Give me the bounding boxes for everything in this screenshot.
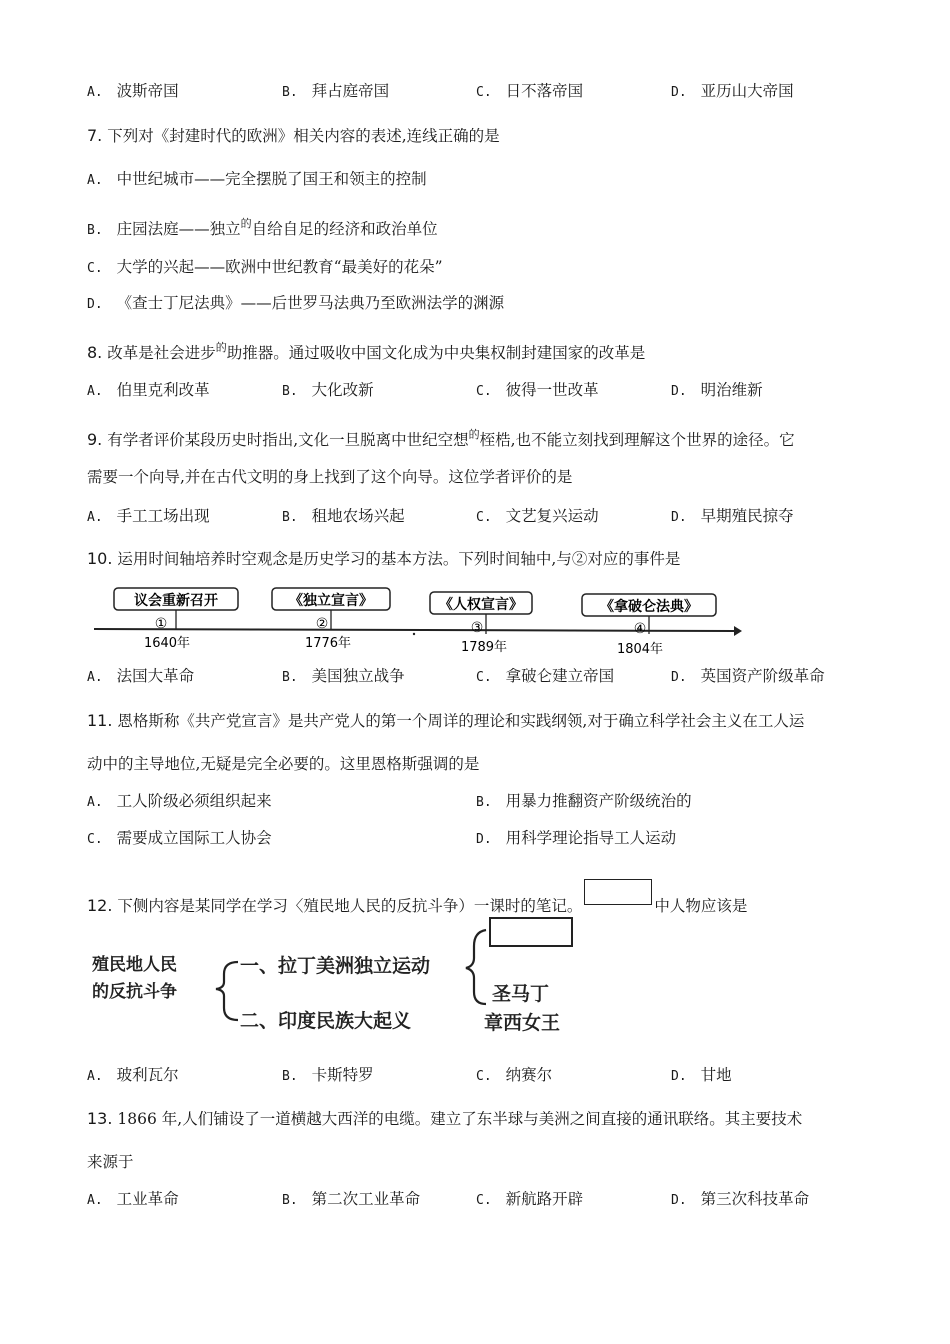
timeline-event-3 (430, 592, 532, 655)
q9-option-b: B. 租地农场兴起 (282, 507, 405, 525)
q12-blank-box (584, 879, 652, 905)
q11-option-b: B. 用暴力推翻资产阶级统治的 (476, 792, 692, 810)
q9-stem-line2: 需要一个向导,并在古代文明的身上找到了这个向导。这位学者评价的是 (87, 468, 573, 486)
timeline-event-2-marker: ② (315, 616, 329, 632)
q7-option-c: C. 大学的兴起——欧洲中世纪教育“最美好的花朵” (87, 258, 443, 276)
timeline-event-1-marker: ① (154, 616, 168, 632)
q9-option-d: D. 早期殖民掠夺 (671, 507, 794, 525)
timeline-event-4-marker: ④ (633, 621, 647, 637)
q13-option-c: C. 新航路开辟 (476, 1190, 584, 1208)
q6-option-a: A. 波斯帝国 (87, 82, 179, 100)
q13-stem-line2: 来源于 (87, 1153, 134, 1171)
timeline-event-2 (272, 588, 390, 651)
q9-stem-line1: 9. 有学者评价某段历史时指出,文化一旦脱离中世纪空想$^的$桎梏,也不能立刻找到理解这个世界的途径。它 (87, 428, 795, 449)
q8-option-a: A. 伯里克利改革 (87, 381, 210, 399)
notes-item-1: 一、拉丁美洲独立运动 (240, 955, 431, 977)
q11-stem-line1: 11. 恩格斯称《共产党宣言》是共产党人的第一个周详的理论和实践纲领,对于确立科学社会主义在工人运 (87, 711, 805, 730)
q8-option-c: C. 彼得一世改革 (476, 381, 599, 399)
notes-item-1-sub: 圣马丁 (492, 983, 550, 1005)
timeline-event-2-year: 1776年 (304, 636, 352, 651)
q6-option-b: B. 拜占庭帝国 (282, 82, 390, 100)
q12-option-d: D. 甘地 (671, 1066, 732, 1084)
q13-option-a: A. 工业革命 (87, 1190, 179, 1208)
q12-option-a: A. 玻利瓦尔 (87, 1066, 179, 1084)
q8-option-b: B. 大化改新 (282, 381, 374, 399)
q10-option-c: C. 拿破仑建立帝国 (476, 667, 615, 685)
timeline-event-3-box: 《人权宣言》 (439, 597, 523, 613)
notes-brace-left (216, 962, 238, 1020)
q12-option-b: B. 卡斯特罗 (282, 1066, 374, 1084)
timeline-event-4-year: 1804年 (616, 642, 664, 657)
q13-stem-line1: 13. 1866 年,人们铺设了一道横越大西洋的电缆。建立了东半球与美洲之间直接的通讯联络。其主要技术 (87, 1109, 803, 1128)
q6-option-c: C. 日不落帝国 (476, 82, 584, 100)
q9-option-a: A. 手工工场出现 (87, 507, 210, 525)
timeline-event-1-year: 1640年 (143, 636, 191, 651)
q12-option-c: C. 纳赛尔 (476, 1066, 553, 1084)
q10-option-b: B. 美国独立战争 (282, 667, 405, 685)
q6-option-d: D. 亚历山大帝国 (671, 82, 794, 100)
q7-stem: 7. 下列对《封建时代的欧洲》相关内容的表述,连线正确的是 (87, 126, 500, 145)
notes-left-line1: 殖民地人民 (92, 955, 177, 975)
q11-stem-line2: 动中的主导地位,无疑是完全必要的。这里恩格斯强调的是 (87, 755, 480, 773)
timeline-event-4 (582, 594, 716, 657)
q12-stem: 12. 下侧内容是某同学在学习〈殖民地人民的反抗斗争）一课时的笔记。 中人物应该是 (87, 879, 747, 916)
q10-option-d: D. 英国资产阶级革命 (671, 667, 825, 685)
timeline-event-4-box: 《拿破仑法典》 (600, 599, 698, 615)
q11-option-d: D. 用科学理论指导工人运动 (476, 829, 677, 847)
timeline-event-1-box: 议会重新召开 (134, 593, 218, 609)
q13-option-d: D. 第三次科技革命 (671, 1190, 810, 1208)
notes-item-2: 二、印度民族大起义 (240, 1010, 412, 1032)
q10-option-a: A. 法国大革命 (87, 667, 195, 685)
timeline-event-3-year: 1789年 (460, 640, 508, 655)
q10-stem: 10. 运用时间轴培养时空观念是历史学习的基本方法。下列时间轴中,与②对应的事件是 (87, 549, 681, 568)
q7-option-b: B. 庄园法庭——独立$^的$自给自足的经济和政治单位 (87, 217, 438, 238)
q8-option-d: D. 明治维新 (671, 381, 763, 399)
q11-option-c: C. 需要成立国际工人协会 (87, 829, 272, 847)
q11-option-a: A. 工人阶级必须组织起来 (87, 792, 272, 810)
q12-notes-diagram (88, 912, 588, 1042)
notes-left-line2: 的反抗斗争 (92, 982, 177, 1002)
q10-timeline (88, 582, 748, 662)
timeline-event-1 (114, 588, 238, 651)
q8-stem: 8. 改革是社会进步$^的$助推器。通过吸收中国文化成为中央集权制封建国家的改革是 (87, 341, 646, 362)
q7-option-a: A. 中世纪城市——完全摆脱了国王和领主的控制 (87, 170, 427, 188)
timeline-event-2-box: 《独立宣言》 (289, 593, 373, 609)
q7-option-d: D. 《查士丁尼法典》——后世罗马法典乃至欧洲法学的渊源 (87, 294, 505, 312)
notes-item-2-sub: 章西女王 (484, 1012, 561, 1034)
notes-brace-right (466, 930, 486, 1004)
notes-blank-box (490, 918, 572, 946)
timeline-event-3-marker: ③ (470, 620, 484, 636)
q13-option-b: B. 第二次工业革命 (282, 1190, 421, 1208)
q9-option-c: C. 文艺复兴运动 (476, 507, 599, 525)
